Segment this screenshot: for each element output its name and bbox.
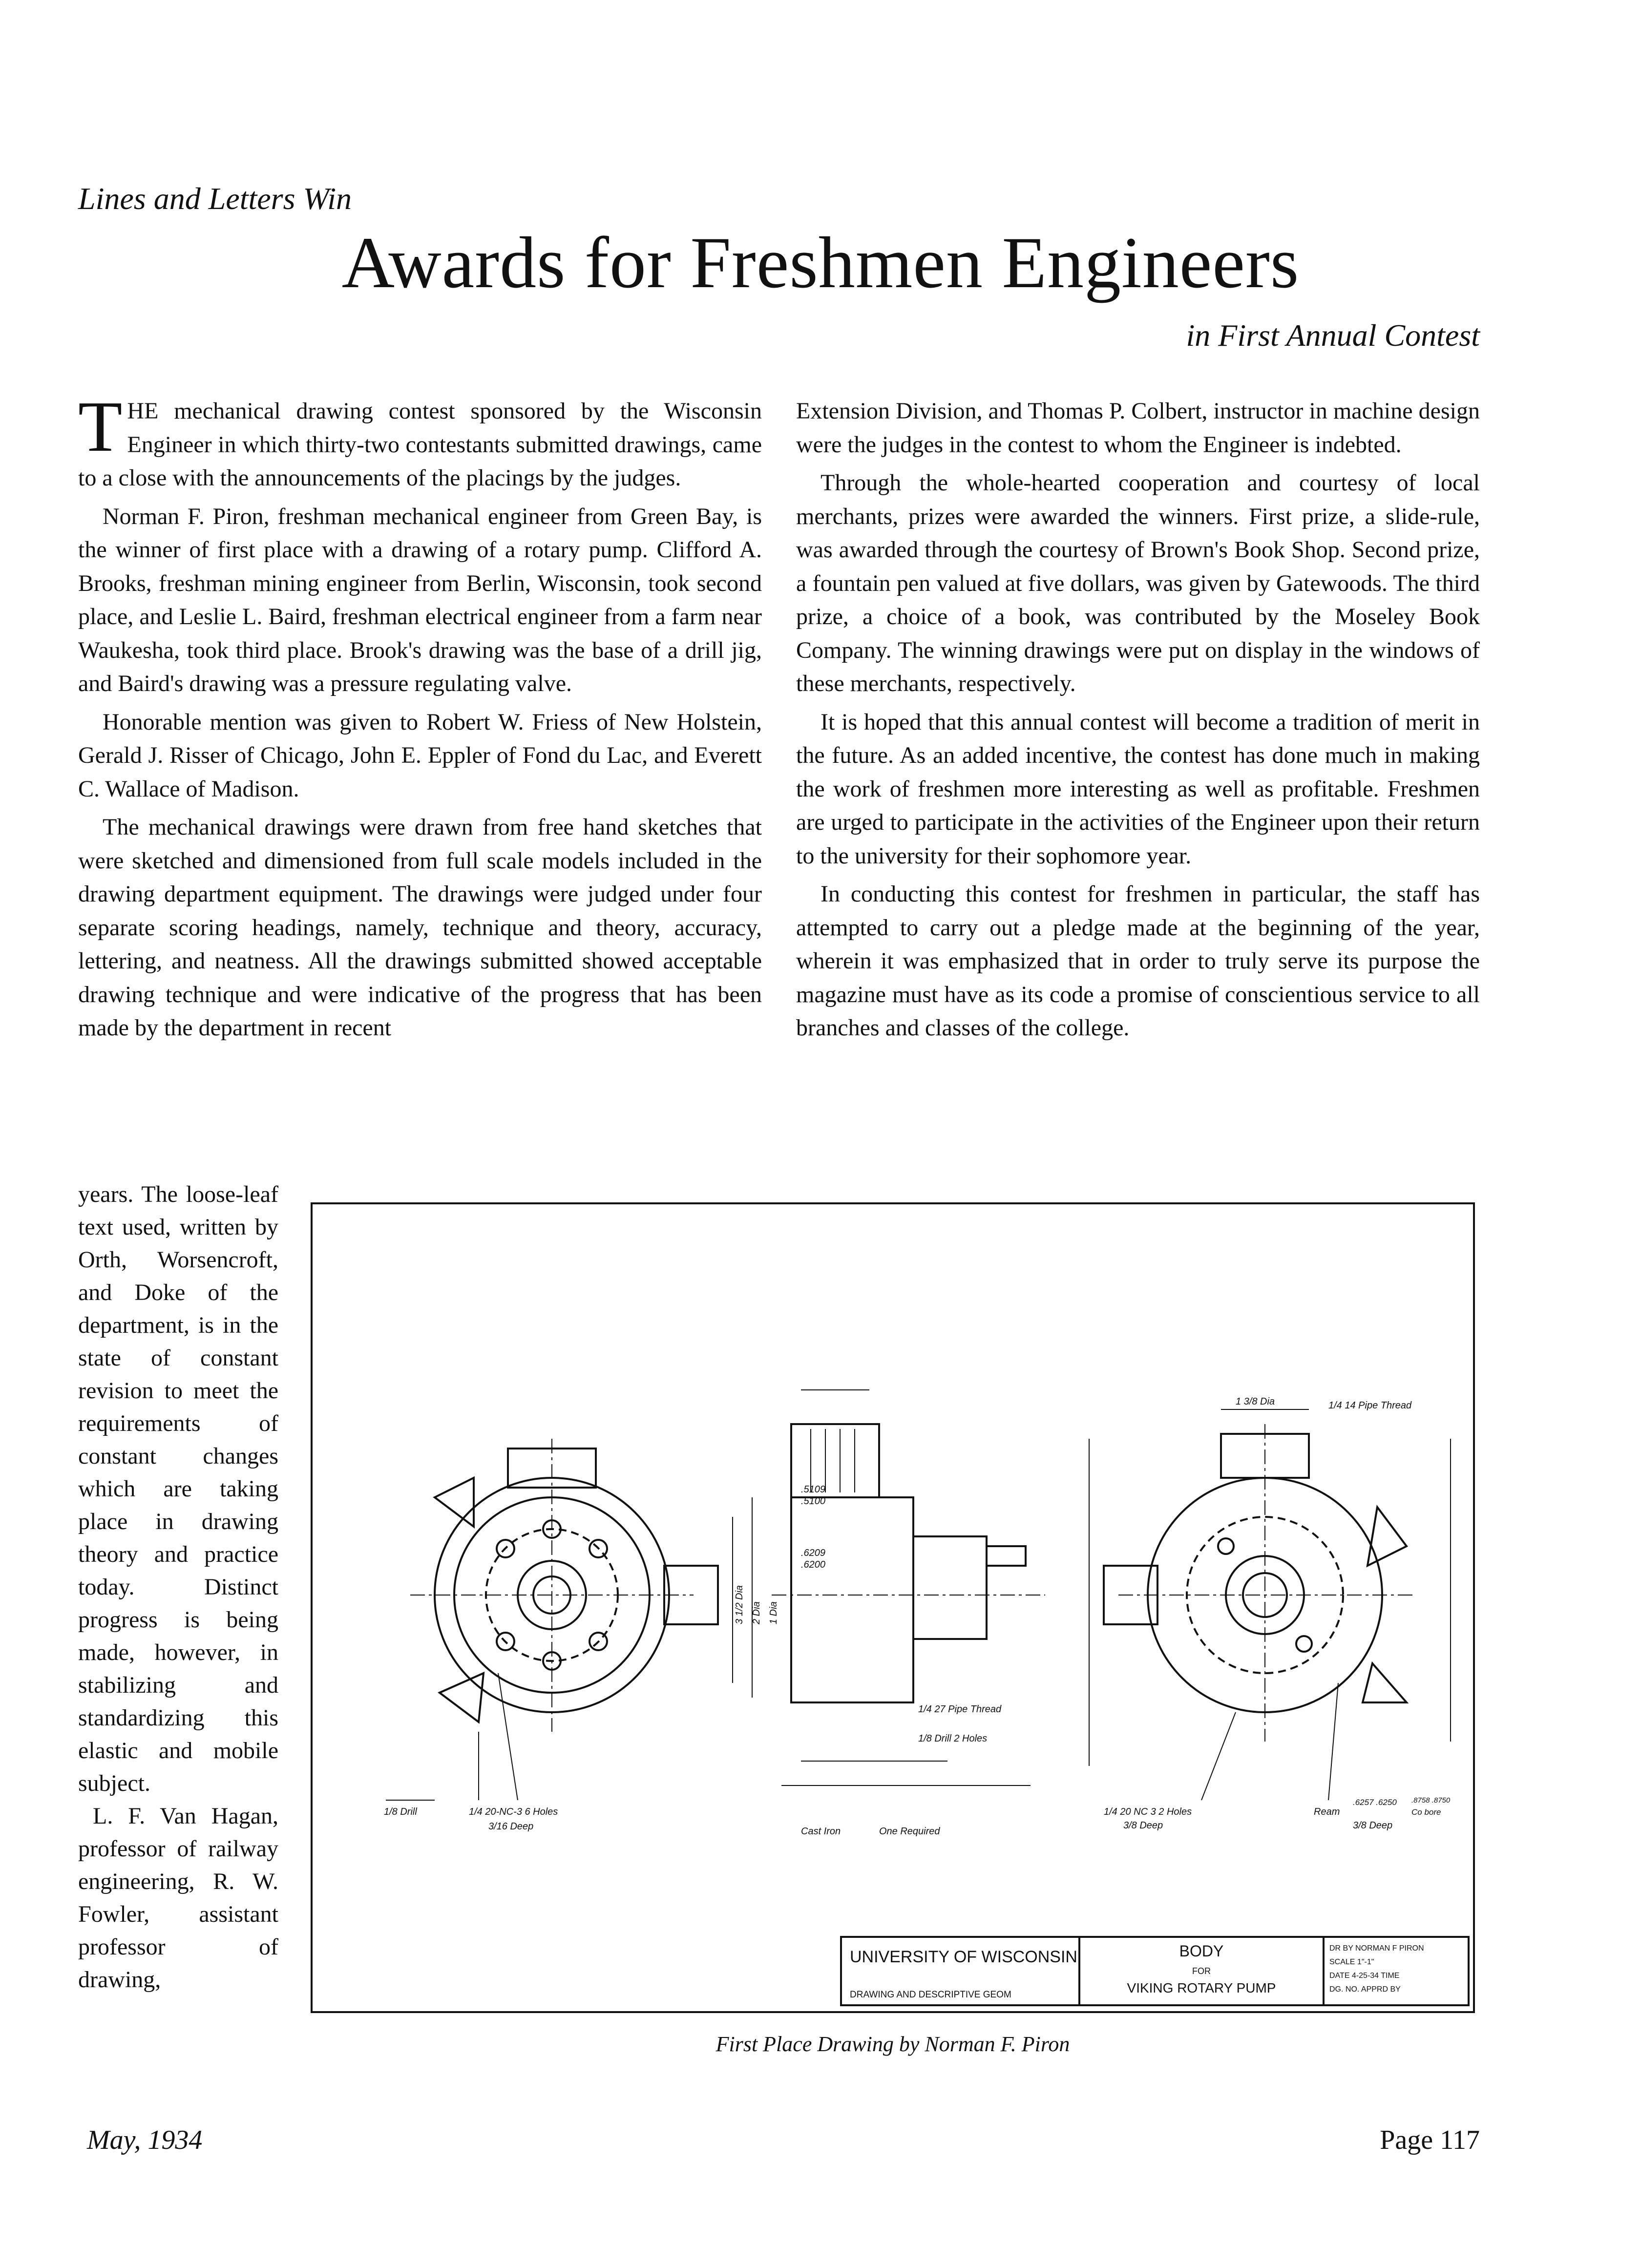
narrow-paragraph-2: L. F. Van Hagan, professor of railway engineering, R. W. Fowler, assistant professor of drawing, <box>78 1803 278 1993</box>
left-paragraph-3: Honorable mention was given to Robert W. Friess of New Holstein, Gerald J. Risser of Chicago, John E. Eppler of Fond du Lac, and Everett C. Wallace of Madison. <box>78 709 762 802</box>
label-deep-cobore: 3/8 Deep <box>1353 1820 1393 1831</box>
footer-page-number: Page 117 <box>1380 2125 1480 2155</box>
tb-for: FOR <box>1192 1966 1211 1976</box>
label-1-dia: 1 Dia <box>768 1601 779 1624</box>
left-paragraph-2: Norman F. Piron, freshman mechanical engineer from Green Bay, is the winner of first place with a drawing of a rotary pump. Clifford A. Brooks, freshman mining engineer from Berlin, Wisconsin, took second place, and Leslie L. Baird, freshman electrical engineer from a farm near Waukesha, took third place. Brook's drawing was the base of a drill jig, and Baird's drawing was a pressure regulating valve. <box>78 503 762 696</box>
label-pipe-thread-14: 1/4 14 Pipe Thread <box>1328 1400 1412 1411</box>
label-2-dia: 2 Dia <box>751 1601 762 1624</box>
right-ear <box>1363 1663 1407 1702</box>
section-right-boss <box>913 1536 987 1639</box>
mechanical-drawing-figure <box>311 1202 1475 2013</box>
label-cast-iron: Cast Iron <box>801 1826 841 1837</box>
label-6200: .6200 <box>801 1559 826 1570</box>
right-hole <box>1296 1636 1312 1652</box>
leader <box>498 1673 518 1800</box>
label-deep-right: 3/8 Deep <box>1123 1820 1163 1831</box>
right-paragraph-2: Through the whole-hearted cooperation and courtesy of local merchants, prizes were awarded the winners. First prize, a slide-rule, was awarded through the courtesy of Brown's Book Shop. Second prize, a fountain pen valued at five dollars, was given by Gatewoods. The third prize, a choice of a book, was contributed by the Moseley Book Company. The winning drawings were put on display in the windows of these merchants, respectively. <box>796 470 1480 696</box>
right-paragraph-3: It is hoped that this annual contest will become a tradition of merit in the future. As an added incentive, the contest has done much in making the work of freshmen more interesting as well as profitable. Freshmen are urged to participate in the activities of the Engineer upon their return to the university for their sophomore year. <box>796 709 1480 869</box>
label-cobore: Co bore <box>1411 1807 1441 1817</box>
center-section-view <box>733 1390 1045 1785</box>
label-5100: .5100 <box>801 1496 826 1507</box>
tb-dept: DRAWING AND DESCRIPTIVE GEOM <box>850 1990 1011 2000</box>
tb-date: DATE 4-25-34 TIME <box>1329 1972 1400 1980</box>
leader <box>1201 1712 1236 1800</box>
tb-scale: SCALE 1"-1" <box>1329 1958 1374 1966</box>
label-6209: .6209 <box>801 1548 826 1558</box>
article-subtitle: in First Annual Contest <box>1186 318 1480 353</box>
narrow-column <box>78 1178 278 1996</box>
drawing-labels <box>384 1396 1451 1837</box>
left-ear <box>440 1673 484 1722</box>
label-drill: 1/8 Drill <box>384 1806 417 1817</box>
figure-caption: First Place Drawing by Norman F. Piron <box>715 2032 1070 2056</box>
tb-dg-no: DG. NO. APPRD BY <box>1329 1985 1401 1994</box>
left-ear <box>435 1478 474 1527</box>
right-ear <box>1368 1507 1407 1566</box>
left-view <box>386 1439 718 1800</box>
label-one-required: One Required <box>879 1826 940 1837</box>
label-5109: .5109 <box>801 1484 826 1495</box>
title-block <box>841 1937 1469 2005</box>
left-paragraph-4: The mechanical drawings were drawn from free hand sketches that were sketched and dimensioned from full scale models included in the drawing department equipment. The drawings were judged under four separate scoring headings, namely, technique and theory, accuracy, lettering, and neatness. All the drawings submitted showed acceptable drawing technique and were indicative of the progress that has been made by the department in recent <box>78 814 762 1041</box>
label-drill-2holes: 1/8 Drill 2 Holes <box>918 1733 988 1744</box>
left-paragraph-1-text: HE mechanical drawing contest sponsored by the Wisconsin Engineer in which thirty-two contestants submitted drawings, came to a close with the announcements of the placings by the judges. <box>78 398 762 491</box>
right-view <box>1089 1409 1451 1800</box>
label-nc20-deep: 3/16 Deep <box>488 1821 534 1832</box>
label-nc20: 1/4 20-NC-3 6 Holes <box>469 1806 558 1817</box>
article-kicker: Lines and Letters Win <box>78 181 352 216</box>
left-paragraph-1 <box>78 387 762 495</box>
article-title: Awards for Freshmen Engineers <box>341 222 1300 303</box>
label-nc3: 1/4 20 NC 3 2 Holes <box>1104 1806 1192 1817</box>
label-ream: Ream <box>1314 1806 1340 1817</box>
label-ream-value: .6257 .6250 <box>1353 1798 1397 1807</box>
footer-date: May, 1934 <box>87 2125 203 2155</box>
left-column <box>78 387 762 1045</box>
leader <box>1328 1683 1338 1800</box>
label-dia-top: 1 3/8 Dia <box>1236 1396 1275 1407</box>
tb-part: BODY <box>1179 1942 1224 1960</box>
tb-school: UNIVERSITY OF WISCONSIN <box>850 1948 1077 1966</box>
label-3-1-2-dia: 3 1/2 Dia <box>734 1585 745 1624</box>
right-paragraph-1: Extension Division, and Thomas P. Colbert, instructor in machine design were the judges in the contest to whom the Engineer is indebted. <box>796 398 1480 458</box>
pump-body-drawing <box>313 1204 1477 2015</box>
tb-product: VIKING ROTARY PUMP <box>1127 1980 1276 1995</box>
section-body <box>791 1497 913 1702</box>
title-block-text <box>850 1942 1424 2000</box>
tb-dr-by: DR BY NORMAN F PIRON <box>1329 1944 1424 1953</box>
right-paragraph-4: In conducting this contest for freshmen in particular, the staff has attempted to carry out a pledge made at the beginning of the year, wherein it was emphasized that in order to truly serve its purpose the magazine must have as its code a promise of conscientious service to all branches and classes of the college. <box>796 881 1480 1041</box>
narrow-paragraph-1: years. The loose-leaf text used, written by Orth, Worsencroft, and Doke of the department, is in the state of constant revision to meet the requirements of constant changes which are taking place in drawing theory and practice today. Distinct progress is being made, however, in stabilizing and standardizing this elastic and mobile subject. <box>78 1181 278 1796</box>
label-pipe-thread: 1/4 27 Pipe Thread <box>918 1704 1002 1715</box>
drop-cap: T <box>78 387 123 467</box>
right-hole <box>1218 1538 1234 1554</box>
right-column <box>796 395 1480 1045</box>
label-cobore-value: .8758 .8750 <box>1411 1796 1451 1805</box>
section-thread <box>987 1546 1026 1566</box>
